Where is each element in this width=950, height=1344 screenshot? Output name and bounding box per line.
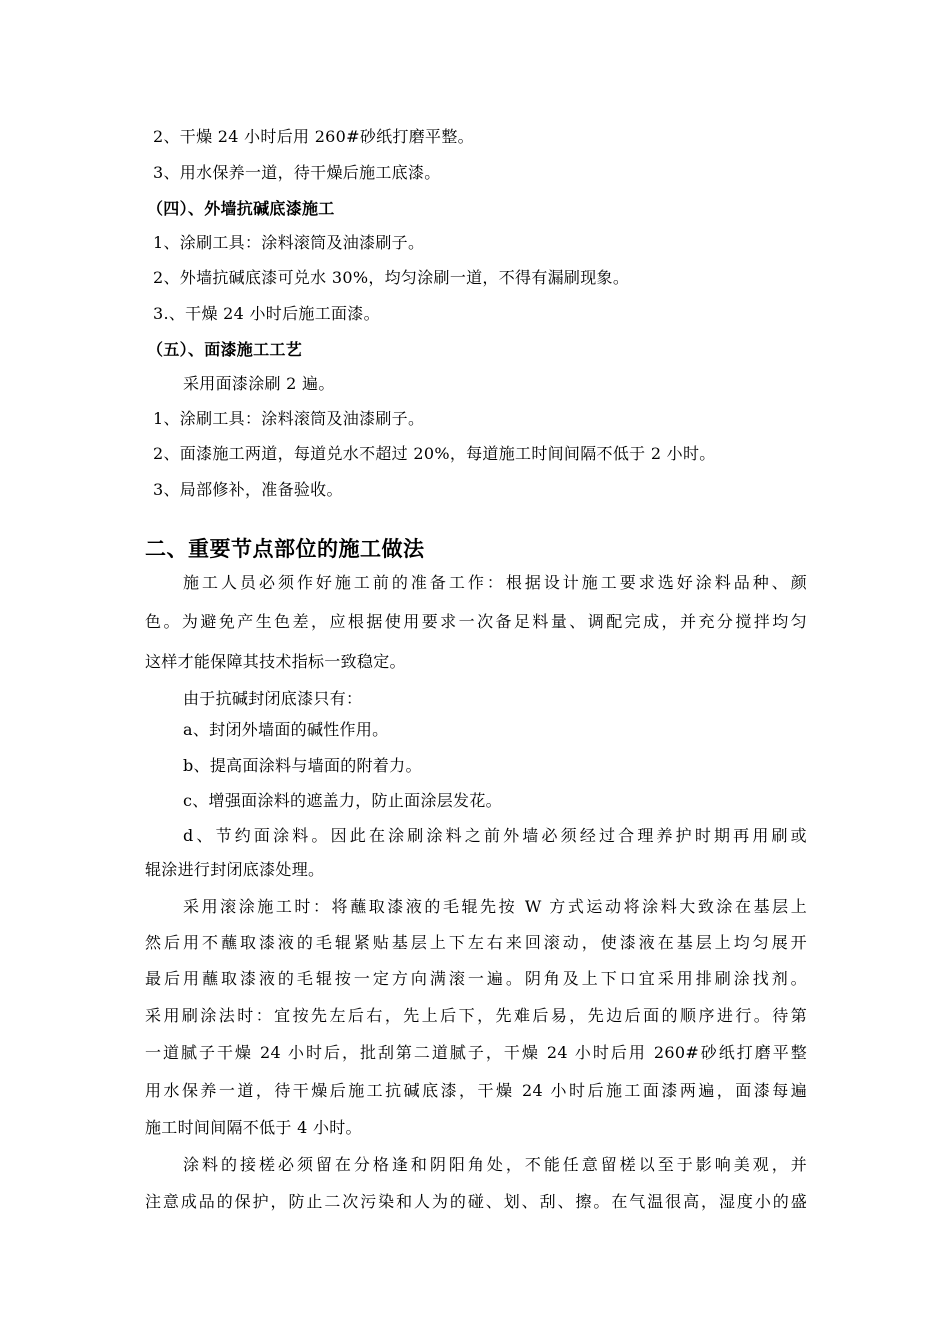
paragraph-line: 由于抗碱封闭底漆只有： <box>183 689 363 708</box>
paragraph-line: 然后用不蘸取漆液的毛辊紧贴基层上下左右来回滚动，使漆液在基层上均匀展开 <box>145 933 807 952</box>
step-line: 3、局部修补，准备验收。 <box>153 480 343 499</box>
paragraph-line: 施工时间间隔不低于 4 小时。 <box>145 1118 362 1137</box>
list-item: c、增强面涂料的遮盖力，防止面涂层发花。 <box>183 791 502 810</box>
paragraph-line: 最后用蘸取漆液的毛辊按一定方向满滚一遍。阴角及上下口宜采用排刷涂找剂。 <box>145 969 807 988</box>
paragraph-line: 施工人员必须作好施工前的准备工作：根据设计施工要求选好涂料品种、颜 <box>183 573 807 592</box>
paragraph-line: 这样才能保障其技术指标一致稳定。 <box>145 652 406 671</box>
paragraph-line: 涂料的接槎必须留在分格逢和阴阳角处，不能任意留槎以至于影响美观，并 <box>183 1155 807 1174</box>
paragraph-line: 辊涂进行封闭底漆处理。 <box>145 860 325 879</box>
step-line: 3.、干燥 24 小时后施工面漆。 <box>153 304 380 323</box>
paragraph-line: 采用刷涂法时：宜按先左后右，先上后下，先难后易，先边后面的顺序进行。待第 <box>145 1006 807 1025</box>
list-item: d、节约面涂料。因此在涂刷涂料之前外墙必须经过合理养护时期再用刷或 <box>183 826 807 845</box>
list-item: b、提高面涂料与墙面的附着力。 <box>183 756 422 775</box>
paragraph-line: 采用滚涂施工时：将蘸取漆液的毛辊先按 W 方式运动将涂料大致涂在基层上 <box>183 897 807 916</box>
step-line: 1、涂刷工具：涂料滚筒及油漆刷子。 <box>153 409 425 428</box>
list-item: a、封闭外墙面的碱性作用。 <box>183 720 389 739</box>
paragraph-line: 一道腻子干燥 24 小时后，批刮第二道腻子，干燥 24 小时后用 260#砂纸打磨平整 <box>145 1043 807 1062</box>
chapter-heading: 二、重要节点部位的施工做法 <box>145 536 425 561</box>
step-line: 2、干燥 24 小时后用 260#砂纸打磨平整。 <box>153 127 474 146</box>
step-line: 2、面漆施工两道，每道兑水不超过 20%，每道施工时间间隔不低于 2 小时。 <box>153 444 716 463</box>
step-line: 2、外墙抗碱底漆可兑水 30%，均匀涂刷一道，不得有漏刷现象。 <box>153 268 630 287</box>
paragraph-line: 用水保养一道，待干燥后施工抗碱底漆，干燥 24 小时后施工面漆两遍，面漆每遍 <box>145 1081 807 1100</box>
section-heading: （四）、外墙抗碱底漆施工 <box>147 199 335 218</box>
section-heading: （五）、面漆施工工艺 <box>147 340 303 359</box>
paragraph-line: 注意成品的保护，防止二次污染和人为的碰、划、刮、擦。在气温很高，湿度小的盛 <box>145 1192 807 1211</box>
step-line: 3、用水保养一道，待干燥后施工底漆。 <box>153 163 441 182</box>
step-line: 1、涂刷工具：涂料滚筒及油漆刷子。 <box>153 233 425 252</box>
paragraph-line: 色。为避免产生色差，应根据使用要求一次备足料量、调配完成，并充分搅拌均匀 <box>145 612 807 631</box>
paragraph-line: 采用面漆涂刷 2 遍。 <box>183 374 335 393</box>
